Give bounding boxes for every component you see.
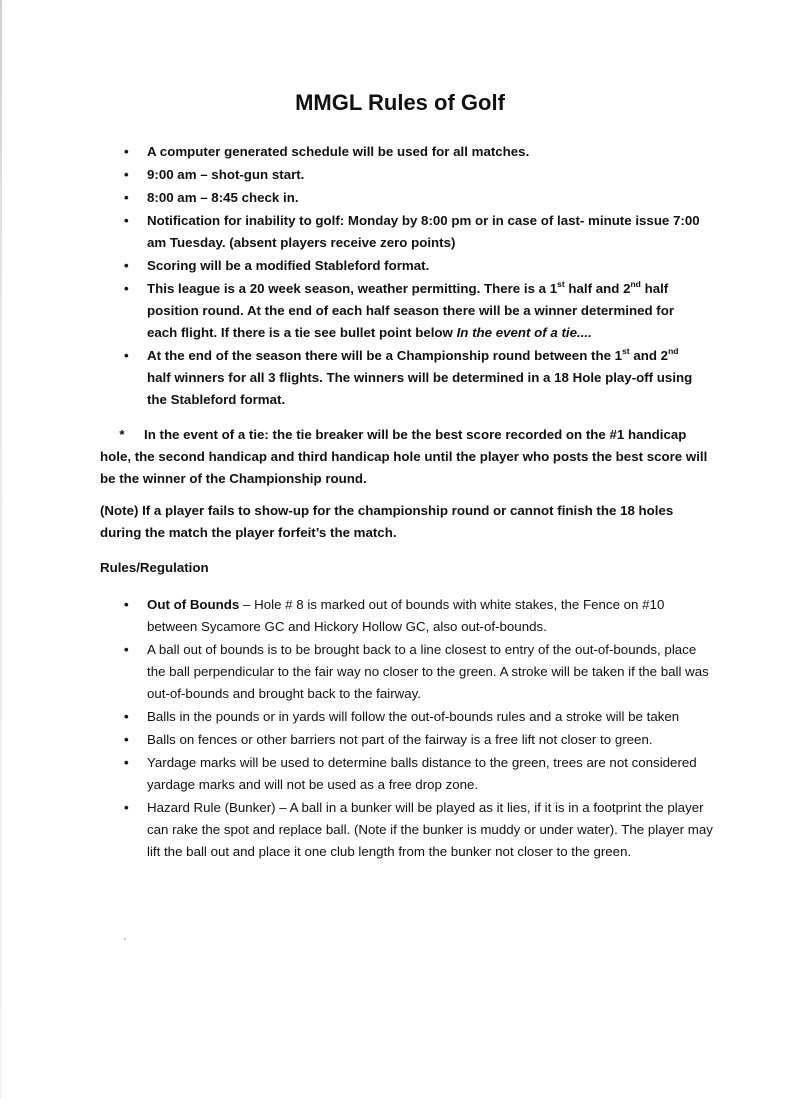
rule-text-part: and 2 xyxy=(629,348,669,363)
bullet-icon: • xyxy=(124,190,129,205)
list-item xyxy=(124,210,704,254)
list-item xyxy=(124,797,714,863)
ordinal-suffix: st xyxy=(557,278,565,289)
tie-breaker-paragraph xyxy=(100,424,710,490)
note-paragraph: (Note) If a player fails to show-up for the championship round or cannot finish the 18 holes during the match the player forfeit’s the match. xyxy=(100,503,674,540)
rule-text xyxy=(147,278,675,340)
rule-text-part: half winners for all 3 flights. The winners will be determined in a 18 Hole play-off using the Stableford format. xyxy=(147,370,693,407)
ordinal-suffix: nd xyxy=(630,278,641,289)
rule-text-part: This league is a 20 week season, weather permitting. There is a 1 xyxy=(147,281,558,296)
scan-speck xyxy=(124,938,126,940)
bullet-icon: • xyxy=(124,348,129,363)
rule-text: A ball out of bounds is to be brought back to a line closest to entry of the out-of-bounds, place the ball perpendicular to the fair way no closer to the green. A stroke will be taken if the ball was out-of-bounds and brought back to the fairway. xyxy=(147,642,709,701)
bullet-icon: • xyxy=(124,732,129,747)
list-item xyxy=(124,729,714,751)
regulation-list xyxy=(124,594,714,863)
list-item xyxy=(124,594,714,638)
rule-text xyxy=(147,345,693,407)
list-item xyxy=(124,164,704,186)
section-heading: Rules/Regulation xyxy=(100,560,209,575)
rule-text: Yardage marks will be used to determine balls distance to the green, trees are not considered yardage marks and will not be used as a free drop zone. xyxy=(147,755,697,792)
rule-text-part: At the end of the season there will be a Championship round between the 1 xyxy=(147,348,623,363)
list-item xyxy=(124,639,714,705)
rule-text-part: half and 2 xyxy=(564,281,631,296)
page-title: MMGL Rules of Golf xyxy=(295,90,505,115)
tie-breaker-text: In the event of a tie: the tie breaker will be the best score recorded on the #1 handicap hole, the second handicap and third handicap hole until the player who posts the best score will be the winner of the Championship round. xyxy=(100,427,708,486)
rule-text: Hazard Rule (Bunker) – A ball in a bunker will be played as it lies, if it is in a footprint the player can rake the spot and replace ball. (Note if the bunker is muddy or under water). The player may lift the ball out and place it one club length from the bunker not closer to the green. xyxy=(147,800,713,859)
bullet-icon: • xyxy=(124,642,129,657)
list-item xyxy=(124,345,704,411)
rule-text: Notification for inability to golf: Monday by 8:00 pm or in case of last- minute issue 7:00 am Tuesday. (absent players receive zero points) xyxy=(147,213,700,250)
bullet-icon: • xyxy=(124,258,129,273)
bullet-icon: • xyxy=(124,281,129,296)
tie-reference: In the event of a tie.... xyxy=(456,325,592,340)
asterisk-marker: * xyxy=(119,427,125,442)
rule-text xyxy=(147,597,664,634)
rule-text: 8:00 am – 8:45 check in. xyxy=(147,190,299,205)
rule-text: A computer generated schedule will be used for all matches. xyxy=(147,144,530,159)
bullet-icon: • xyxy=(124,800,129,815)
rule-text: Balls on fences or other barriers not part of the fairway is a free lift not closer to green. xyxy=(147,732,653,747)
list-item xyxy=(124,141,704,163)
bullet-icon: • xyxy=(124,597,129,612)
ordinal-suffix: st xyxy=(622,345,630,356)
rule-text: Balls in the pounds or in yards will follow the out-of-bounds rules and a stroke will be taken xyxy=(147,709,680,724)
rule-text: Scoring will be a modified Stableford format. xyxy=(147,258,430,273)
rule-text-part: – Hole # 8 is marked out of bounds with white stakes, the Fence on #10 between Sycamore GC and Hickory Hollow GC, also out-of-bounds. xyxy=(147,597,665,634)
rule-text-part: half position round. At the end of each half season there will be a winner determined for each flight. If there is a tie see bullet point below xyxy=(147,281,675,340)
list-item xyxy=(124,278,704,344)
bullet-icon: • xyxy=(124,167,129,182)
general-rules-list xyxy=(124,141,704,411)
ordinal-suffix: nd xyxy=(668,345,679,356)
bullet-icon: • xyxy=(124,755,129,770)
bullet-icon: • xyxy=(124,144,129,159)
list-item xyxy=(124,706,714,728)
list-item xyxy=(124,255,704,277)
scan-edge xyxy=(0,0,2,1099)
bullet-icon: • xyxy=(124,213,129,228)
bullet-icon: • xyxy=(124,709,129,724)
list-item xyxy=(124,752,714,796)
rule-term: Out of Bounds xyxy=(147,597,240,612)
list-item xyxy=(124,187,704,209)
rule-text: 9:00 am – shot-gun start. xyxy=(147,167,305,182)
